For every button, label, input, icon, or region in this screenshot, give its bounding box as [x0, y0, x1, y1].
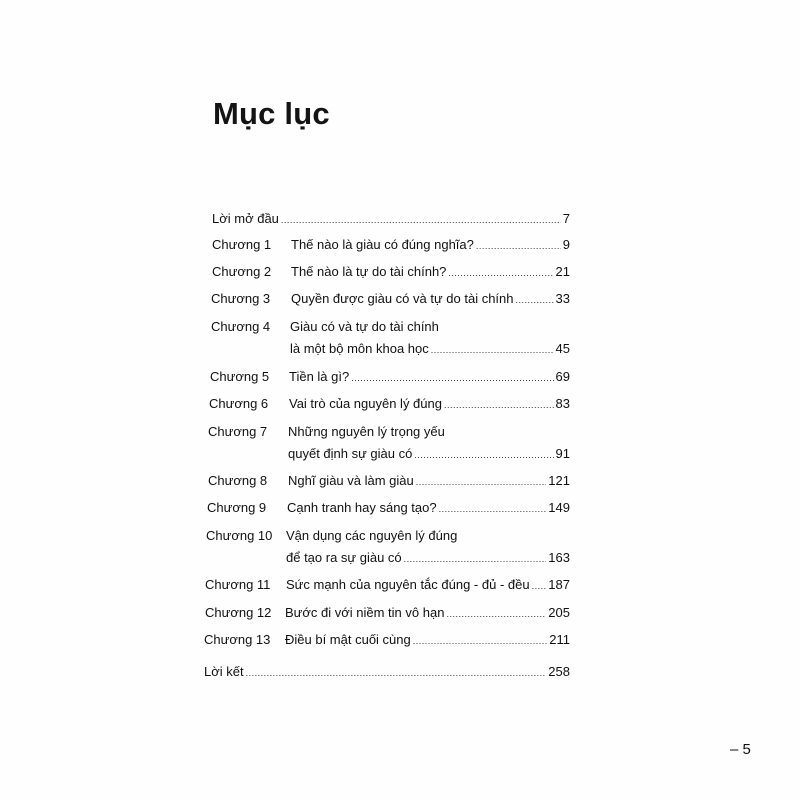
chapter-label: Chương 10 — [206, 528, 273, 543]
chapter-title: Sức mạnh của nguyên tắc đúng - đủ - đều — [286, 577, 530, 592]
toc-entry-title: Lời mở đầu — [212, 211, 279, 226]
dot-leader — [281, 212, 561, 228]
dot-leader — [416, 474, 547, 490]
chapter-title: quyết định sự giàu có — [288, 446, 413, 461]
dot-leader — [351, 370, 553, 386]
chapter-page: 187 — [548, 577, 570, 592]
toc-entry-outro[interactable] — [204, 664, 570, 680]
chapter-page: 205 — [548, 605, 570, 620]
chapter-title: Vai trò của nguyên lý đúng — [289, 396, 442, 411]
chapter-title: Quyền được giàu có và tự do tài chính — [291, 291, 514, 306]
chapter-page: 149 — [548, 500, 570, 515]
toc-entry-page: 7 — [562, 211, 570, 226]
chapter-title: Vận dụng các nguyên lý đúng — [286, 528, 458, 543]
chapter-title: Những nguyên lý trọng yếu — [288, 424, 445, 439]
dot-leader — [413, 633, 548, 649]
chapter-page: 211 — [549, 632, 570, 647]
chapter-page: 21 — [555, 264, 570, 279]
chapter-label: Chương 11 — [205, 577, 271, 592]
chapter-page: 33 — [555, 291, 570, 306]
toc-entry-intro[interactable] — [212, 211, 570, 227]
chapter-title: Tiền là gì? — [289, 369, 350, 384]
dot-leader — [439, 501, 547, 517]
chapter-page: 121 — [548, 473, 570, 488]
dot-leader — [532, 578, 547, 594]
chapter-title: là một bộ môn khoa học — [290, 341, 429, 356]
chapter-label: Chương 4 — [211, 319, 271, 334]
toc-entry-page: 258 — [548, 664, 570, 679]
chapter-title: Cạnh tranh hay sáng tạo? — [287, 500, 437, 515]
dot-leader — [446, 606, 546, 622]
chapter-title: Điều bí mật cuối cùng — [285, 632, 411, 647]
dot-leader — [431, 342, 554, 358]
chapter-label: Chương 2 — [212, 264, 272, 279]
chapter-label: Chương 9 — [207, 500, 267, 515]
chapter-label: Chương 12 — [205, 605, 272, 620]
chapter-title: Nghĩ giàu và làm giàu — [288, 473, 414, 488]
page-title: Mục lục — [213, 96, 330, 131]
dot-leader — [414, 447, 553, 463]
chapter-label: Chương 1 — [212, 237, 272, 252]
dot-leader — [444, 397, 554, 413]
chapter-label: Chương 6 — [209, 396, 269, 411]
chapter-label: Chương 8 — [208, 473, 268, 488]
chapter-page: 69 — [555, 369, 570, 384]
dot-leader — [246, 665, 547, 681]
chapter-page: 91 — [555, 446, 570, 461]
chapter-label: Chương 7 — [208, 424, 268, 439]
chapter-page: 9 — [562, 237, 570, 252]
chapter-label: Chương 3 — [211, 291, 271, 306]
chapter-title: Thế nào là giàu có đúng nghĩa? — [291, 237, 474, 252]
chapter-page: 83 — [555, 396, 570, 411]
chapter-title: Bước đi với niềm tin vô hạn — [285, 605, 445, 620]
page-number: – 5 — [730, 741, 751, 758]
chapter-title: để tạo ra sự giàu có — [286, 550, 402, 565]
chapter-label: Chương 5 — [210, 369, 270, 384]
dot-leader — [404, 551, 547, 567]
chapter-label: Chương 13 — [204, 632, 271, 647]
dot-leader — [448, 265, 553, 281]
chapter-page: 45 — [555, 341, 570, 356]
chapter-title: Giàu có và tự do tài chính — [290, 319, 439, 334]
chapter-title: Thế nào là tự do tài chính? — [291, 264, 447, 279]
dot-leader — [516, 292, 554, 308]
dot-leader — [476, 238, 561, 254]
chapter-page: 163 — [548, 550, 570, 565]
toc-entry-title: Lời kết — [204, 664, 244, 679]
